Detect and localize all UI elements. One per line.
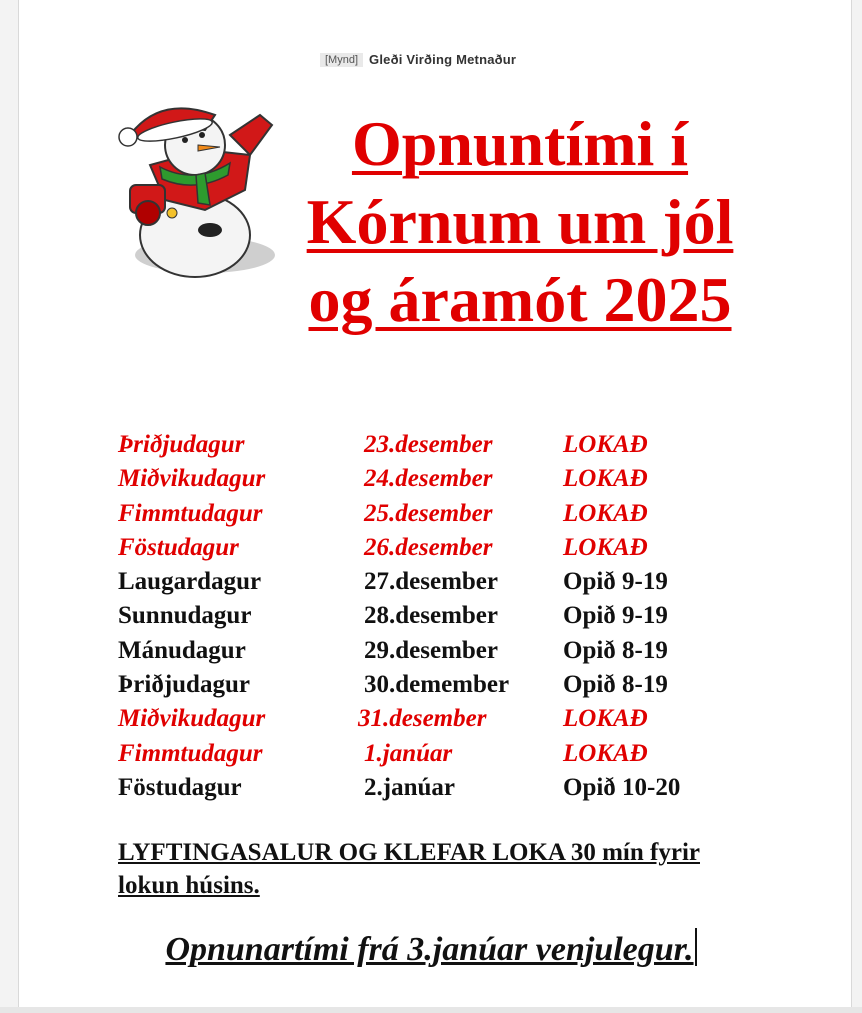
status-cell: LOKAÐ	[563, 705, 648, 733]
schedule-row	[118, 702, 758, 736]
schedule-table	[118, 428, 758, 805]
schedule-row	[118, 531, 758, 565]
title-line-1: Opnuntími í	[351, 108, 689, 179]
day-cell: Sunnudagur	[118, 602, 252, 630]
title-line-2: Kórnum um jól	[306, 186, 734, 257]
date-cell: 2.janúar	[364, 773, 455, 801]
motto-text: Gleði Virðing Metnaður	[369, 52, 517, 67]
day-cell: Þriðjudagur	[118, 671, 250, 699]
date-cell: 27.desember	[364, 568, 498, 596]
footer-label: Opnunartími frá 3.janúar venjulegur.	[165, 931, 694, 968]
date-cell: 25.desember	[364, 499, 493, 527]
day-cell: Laugardagur	[118, 568, 262, 596]
page-title	[270, 105, 770, 339]
schedule-row	[118, 771, 758, 805]
snowman-image	[110, 95, 275, 285]
status-cell: LOKAÐ	[563, 739, 648, 767]
notice-text: LYFTINGASALUR OG KLEFAR LOKA 30 mín fyrir lokun húsins.	[118, 839, 700, 899]
schedule-row	[118, 462, 758, 496]
status-cell: Opið 9-19	[563, 568, 668, 596]
date-cell: 30.demember	[364, 671, 510, 699]
schedule-row	[118, 737, 758, 771]
day-cell: Þriðjudagur	[118, 431, 245, 458]
date-cell: 24.desember	[364, 465, 493, 493]
day-cell: Föstudagur	[118, 533, 239, 561]
date-cell: 23.desember	[364, 431, 493, 458]
status-cell: Opið 10-20	[563, 773, 681, 801]
date-cell: 1.janúar	[364, 739, 453, 767]
schedule-row	[118, 428, 758, 462]
day-cell: Miðvikudagur	[118, 705, 266, 733]
schedule-row	[118, 668, 758, 702]
status-cell: Opið 9-19	[563, 602, 668, 630]
text-cursor	[695, 928, 697, 966]
schedule-row	[118, 634, 758, 668]
status-cell: LOKAÐ	[563, 431, 648, 458]
footer-text	[0, 928, 862, 969]
status-cell: LOKAÐ	[563, 533, 648, 561]
status-cell: LOKAÐ	[563, 465, 648, 493]
schedule-row	[118, 565, 758, 599]
header	[320, 52, 516, 67]
date-cell: 31.desember	[358, 705, 487, 733]
date-cell: 29.desember	[364, 636, 498, 664]
day-cell: Mánudagur	[118, 636, 246, 664]
day-cell: Miðvikudagur	[118, 465, 266, 493]
schedule-row	[118, 497, 758, 531]
window-bottom-edge	[0, 1007, 862, 1013]
status-cell: LOKAÐ	[563, 499, 648, 527]
title-line-3: og áramót 2025	[308, 264, 732, 335]
day-cell: Föstudagur	[118, 773, 242, 801]
status-cell: Opið 8-19	[563, 671, 668, 699]
date-cell: 26.desember	[364, 533, 493, 561]
schedule-row	[118, 599, 758, 633]
day-cell: Fimmtudagur	[118, 739, 263, 767]
status-cell: Opið 8-19	[563, 636, 668, 664]
logo-image-placeholder: [Mynd]	[320, 53, 363, 67]
day-cell: Fimmtudagur	[118, 499, 263, 527]
date-cell: 28.desember	[364, 602, 498, 630]
